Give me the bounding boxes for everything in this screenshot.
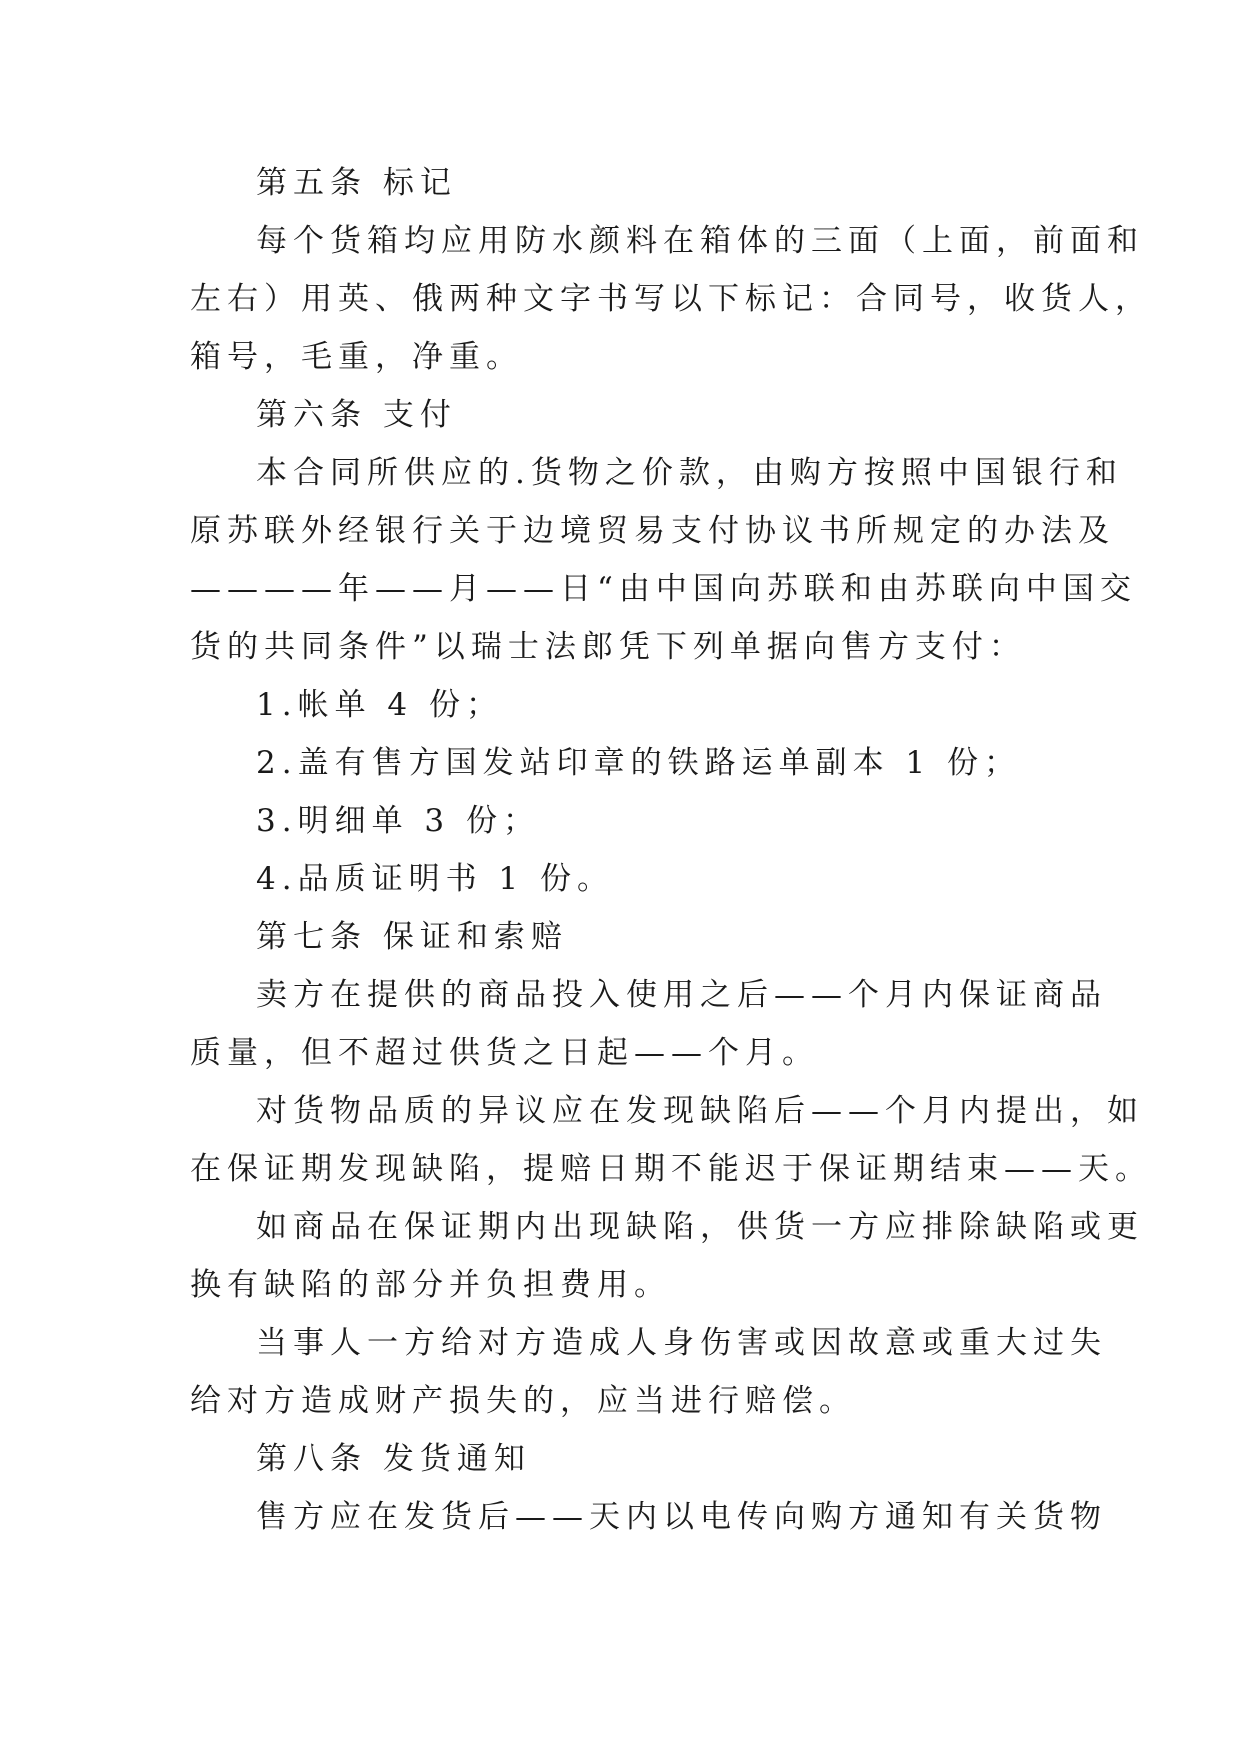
text-line: 第五条 标记 [256,165,457,201]
text-line: 第七条 保证和索赔 [256,919,568,955]
text-line: 在保证期发现缺陷，提赔日期不能迟于保证期结束——天。 [190,1151,1152,1187]
text-line: 货的共同条件”以瑞士法郎凭下列单据向售方支付： [190,629,1026,665]
text-line: 当事人一方给对方造成人身伤害或因故意或重大过失 [256,1325,1107,1361]
text-line: 2.盖有售方国发站印章的铁路运单副本 1 份； [256,745,1022,781]
text-line: 原苏联外经银行关于边境贸易支付协议书所规定的办法及 [190,513,1115,549]
text-line: 卖方在提供的商品投入使用之后——个月内保证商品 [256,977,1107,1013]
text-line: 左右）用英、俄两种文字书写以下标记：合同号，收货人， [190,281,1152,317]
text-line: 售方应在发货后——天内以电传向购方通知有关货物 [256,1499,1107,1535]
text-line: ————年——月——日“由中国向苏联和由苏联向中国交 [190,571,1137,607]
text-line: 对货物品质的异议应在发现缺陷后——个月内提出，如 [256,1093,1144,1129]
text-line: 每个货箱均应用防水颜料在箱体的三面（上面，前面和 [256,223,1144,259]
text-line: 第八条 发货通知 [256,1441,531,1477]
text-line: 给对方造成财产损失的，应当进行赔偿。 [190,1383,856,1419]
text-line: 本合同所供应的.货物之价款，由购方按照中国银行和 [256,455,1123,491]
text-line: 如商品在保证期内出现缺陷，供货一方应排除缺陷或更 [256,1209,1144,1245]
text-line: 第六条 支付 [256,397,457,433]
text-line: 换有缺陷的部分并负担费用。 [190,1267,671,1303]
document-body [190,154,1152,1546]
text-line: 箱号，毛重，净重。 [190,339,523,375]
text-line: 1.帐单 4 份； [256,687,504,723]
text-line: 质量，但不超过供货之日起——个月。 [190,1035,819,1071]
text-line: 4.品质证明书 1 份。 [256,861,615,897]
text-line: 3.明细单 3 份； [256,803,541,839]
